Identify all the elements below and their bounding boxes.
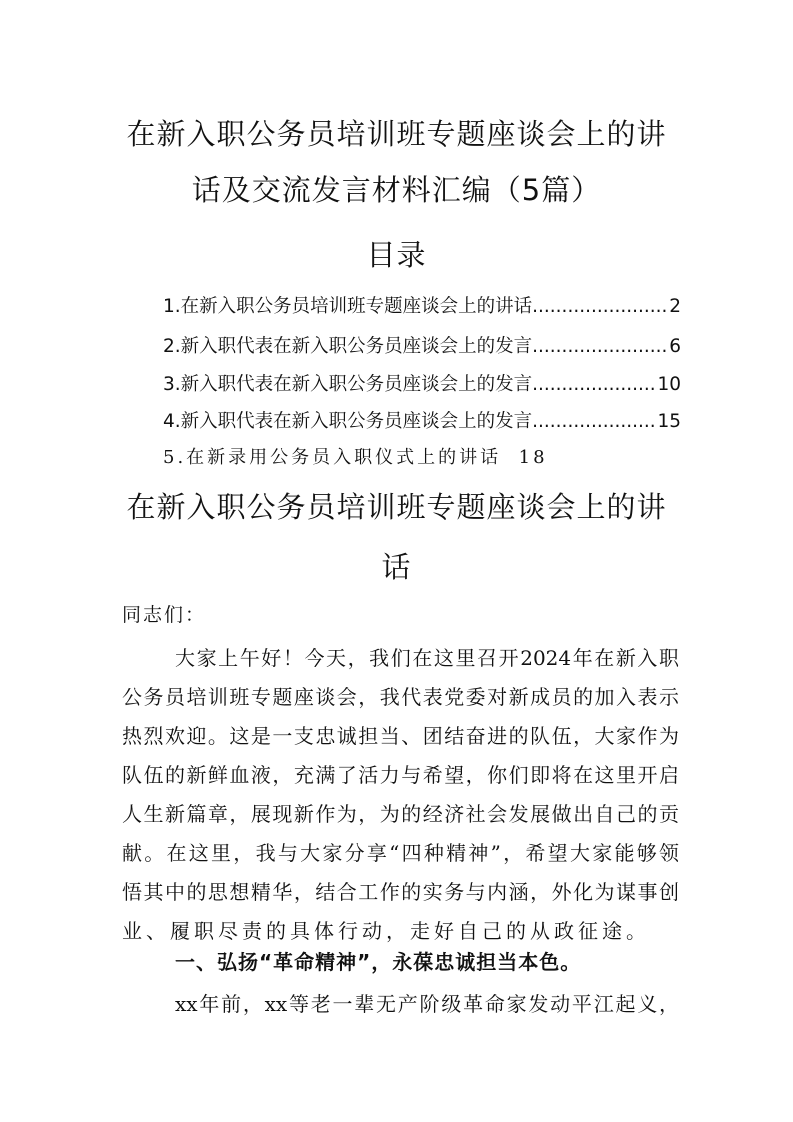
paragraph-line: 热烈欢迎。这是一支忠诚担当、团结奋进的队伍，大家作为 [122, 724, 679, 748]
toc-entry[interactable] [163, 443, 548, 469]
toc-leader [532, 411, 657, 432]
toc-entry-label: 3.新入职代表在新入职公务员座谈会上的发言 [163, 374, 533, 395]
document-title-line-1: 在新入职公务员培训班专题座谈会上的讲 [126, 117, 667, 151]
toc-entry-label: 1.在新入职公务员培训班专题座谈会上的讲话 [163, 296, 533, 317]
toc-page-number: 18 [518, 447, 548, 468]
salutation: 同志们： [122, 604, 207, 626]
toc-leader [532, 296, 669, 317]
toc-page-number: 6 [669, 336, 681, 357]
section-title-line-1: 在新入职公务员培训班专题座谈会上的讲 [126, 490, 667, 524]
toc-entry-label: 5.在新录用公务员入职仪式上的讲话 [163, 447, 502, 468]
toc-page-number: 2 [669, 296, 681, 317]
document-title-line-2: 话及交流发言材料汇编（5篇） [191, 173, 602, 207]
section-title-line-2: 话 [381, 550, 412, 584]
paragraph-line: 公务员培训班专题座谈会，我代表党委对新成员的加入表示 [122, 685, 679, 709]
paragraph-line: xx年前，xx等老一辈无产阶级革命家发动平江起义， [175, 992, 679, 1016]
paragraph-line: 献。在这里，我与大家分享“四种精神”，希望大家能够领 [122, 841, 679, 865]
toc-leader [532, 374, 657, 395]
paragraph-line: 人生新篇章，展现新作为，为的经济社会发展做出自己的贡 [122, 802, 679, 826]
toc-entry[interactable] [163, 332, 681, 358]
section-heading: 一、弘扬“革命精神”，永葆忠诚担当本色。 [175, 950, 582, 974]
toc-heading: 目录 [366, 238, 427, 272]
toc-entry[interactable] [163, 292, 681, 318]
toc-page-number: 15 [657, 411, 681, 432]
paragraph-line: 大家上午好！今天，我们在这里召开2024年在新入职 [175, 646, 679, 670]
paragraph-line: 业、履职尽责的具体行动，走好自己的从政征途。 [122, 919, 650, 943]
toc-entry-label: 2.新入职代表在新入职公务员座谈会上的发言 [163, 336, 533, 357]
toc-entry[interactable] [163, 407, 681, 433]
toc-entry[interactable] [163, 370, 681, 396]
toc-entry-label: 4.新入职代表在新入职公务员座谈会上的发言 [163, 411, 533, 432]
toc-page-number: 10 [657, 374, 681, 395]
toc-leader [532, 336, 669, 357]
paragraph-line: 悟其中的思想精华，结合工作的实务与内涵，外化为谋事创 [122, 880, 679, 904]
paragraph-line: 队伍的新鲜血液，充满了活力与希望，你们即将在这里开启 [122, 763, 679, 787]
